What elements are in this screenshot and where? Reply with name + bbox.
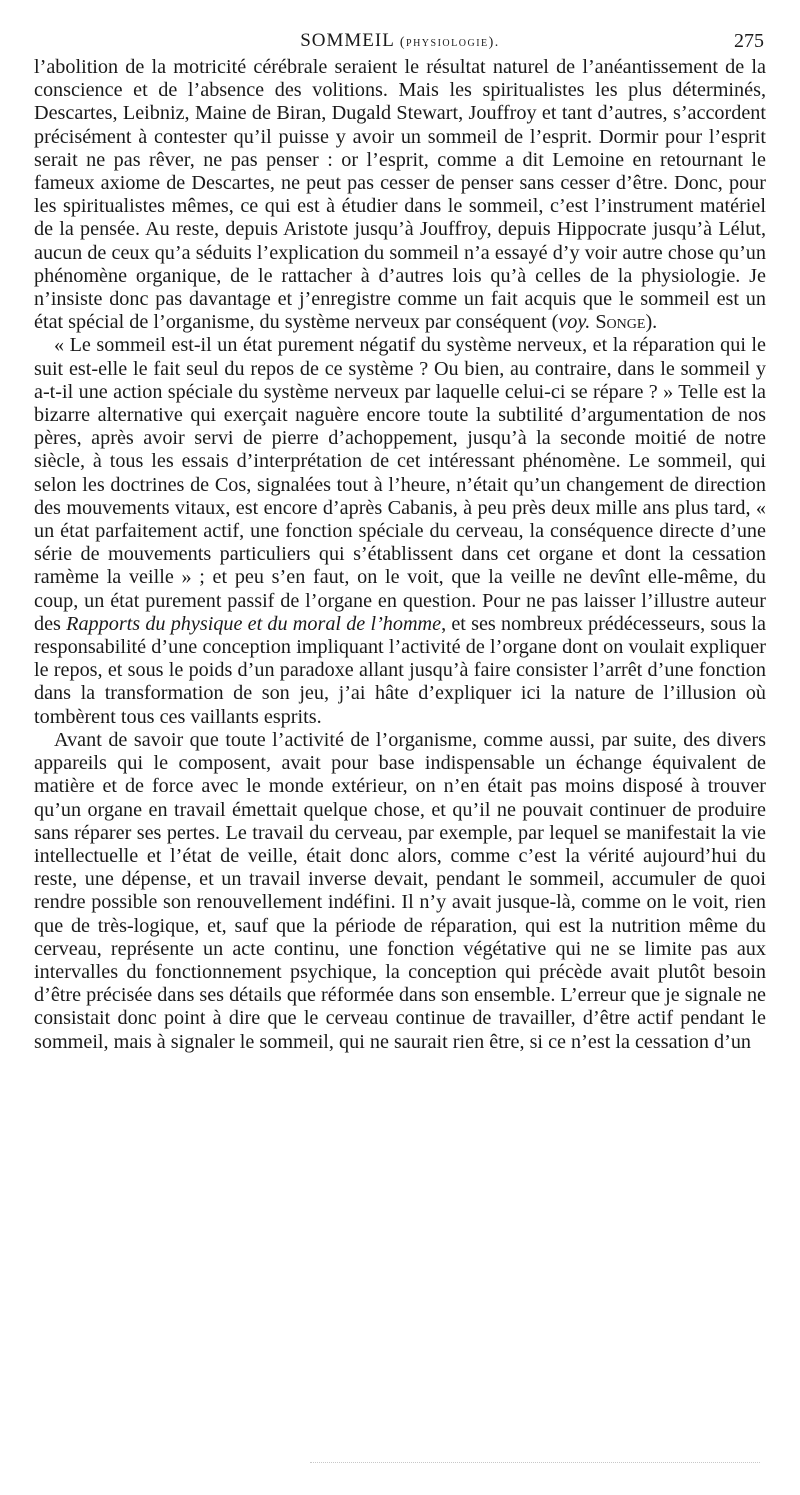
paragraph-2-text: « Le sommeil est-il un état purement négatif du système nerveux, et la réparation qui le suit est-elle le fait seul du repos de ce système ? Ou bien, au contraire, dans le sommeil y a-t-il une action spéciale du système nerveux par laquelle celui-ci se répare ? » Telle est la bizarre alternative qui exerçait naguère encore toute la subtilité d’argumentation de nos pères, après avoir servi de pierre d’achoppement, jusqu’à la seconde moitié de notre siècle, à tous les essais d’interprétation de cet intéressant phénomène. Le sommeil, qui selon les doctrines de Cos, signalées tout à l’heure, n’était qu’un changement de direction des mouvements vitaux, est encore d’après Cabanis, à peu près deux mille ans plus tard, « un état parfaitement actif, une fonction spéciale du cerveau, la conséquence directe d’une série de mouvements particuliers qui s’établissent dans cet organe et dont la cessation ramème la veille » ; et peu s’en faut, on le voit, que la veille ne devînt elle-même, du coup, un état purement passif de l’organe en question. Pour ne pas laisser l’illustre auteur des xyxy=(34,334,766,635)
voy-abbreviation: voy. xyxy=(558,311,591,334)
header-subtitle: (physiologie). xyxy=(399,35,500,50)
body-text xyxy=(34,56,766,1054)
running-header xyxy=(34,26,766,56)
header-title: SOMMEIL xyxy=(300,30,395,51)
paragraph-1-text: l’abolition de la motricité cérébrale seraient le résultat naturel de l’anéantissement de la conscience et de l’absence des volitions. Mais les spiritualistes les plus déterminés, Descartes, Leibniz, Maine de Biran, Dugald Stewart, Jouffroy et tant d’autres, s’accordent précisément à contester qu’il puisse y avoir un sommeil de l’esprit. Dormir pour l’esprit serait ne pas rêver, ne pas penser : or l’esprit, comme a dit Lemoine en retournant le fameux axiome de Descartes, ne peut pas cesser de penser sans cesser d’être. Donc, pour les spiritualistes mêmes, ce qui est à étudier dans le sommeil, c’est l’instrument matériel de la pensée. Au reste, depuis Aristote jusqu’à Jouffroy, depuis Hippocrate jusqu’à Lélut, aucun de ceux qu’a séduits l’explication du sommeil n’a essayé d’y voir autre chose qu’un phénomène organique, de le rattacher à d’autres lois qu’à celles de la physiologie. Je n’insiste donc pas davantage et j’enregistre comme un fait acquis que le sommeil est un état spécial de l’organisme, du système nerveux par conséquent ( xyxy=(34,56,766,334)
book-title: Rapports du physique et du moral de l’homme xyxy=(66,612,442,635)
running-title xyxy=(34,30,766,52)
paragraph-2-end: , et ses nombreux prédécesseurs, sous la responsabilité d’une conception impliquant l’activité de l’organe dont on voulait expliquer le repos, et sous le poids d’un paradoxe allant jusqu’à faire consister l’arrêt d’une fonction dans la transformation de son jeu, j’ai hâte d’expliquer ici la nature de l’illusion où tombèrent tous ces vaillants esprits. xyxy=(34,612,766,728)
paragraph-1-end: ). xyxy=(645,311,658,334)
paragraph-3: Avant de savoir que toute l’activité de l’organisme, comme aussi, par suite, des divers appareils qui le composent, avait pour base indispensable un échange équivalent de matière et de force avec le monde extérieur, on n’en était pas moins disposé à trouver qu’un organe en travail émettait quelque chose, et qu’il ne pouvait continuer de produire sans réparer ses pertes. Le travail du cerveau, par exemple, par lequel se manifestait la vie intellectuelle et l’état de veille, était donc alors, comme c’est la vérité aujourd’hui du reste, une dépense, et un travail inverse devait, pendant le sommeil, accumuler de quoi rendre possible son renouvellement indéfini. Il n’y avait jusque-là, comme on le voit, rien que de très-logique, et, sauf que la période de réparation, qui est la nutrition même du cerveau, représente un acte continu, une fonction végétative qui ne se limite pas aux intervalles du fonctionnement psychique, la conception qui précède avait plutôt besoin d’être précisée dans ses détails que réformée dans son ensemble. L’erreur que je signale ne consistait donc point à dire que le cerveau continue de travailler, d’être actif pendant le sommeil, mais à signaler le sommeil, qui ne saurait rien être, si ce n’est la cessation d’un xyxy=(34,728,766,1053)
page xyxy=(34,26,766,1054)
page-number: 275 xyxy=(734,30,764,52)
cross-reference-songe: Songe xyxy=(595,311,646,334)
paragraph-2 xyxy=(34,334,766,728)
bleed-through-rule xyxy=(310,1462,760,1463)
paragraph-1 xyxy=(34,56,766,334)
